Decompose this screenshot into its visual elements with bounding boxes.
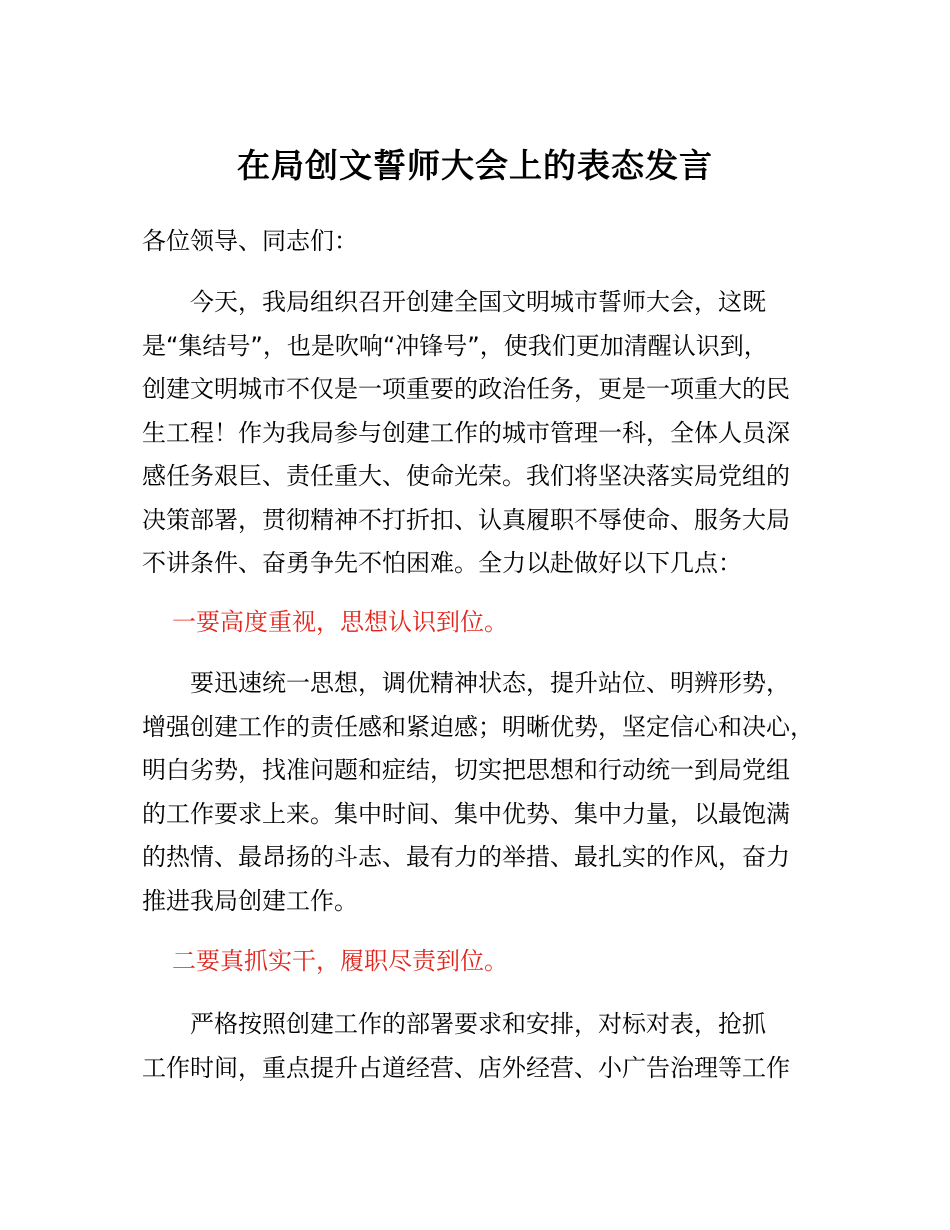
document-title: 在局创文誓师大会上的表态发言 — [237, 146, 713, 185]
section-heading-1: 一要高度重视，思想认识到位。 — [172, 608, 508, 636]
salutation: 各位领导、同志们： — [142, 227, 358, 255]
paragraph-intro: 今天，我局组织召开创建全国文明城市誓师大会，这既 是“集结号”，也是吹响“冲锋号”，使我们更加清醒认识到， 创建文明城市不仅是一项重要的政治任务，更是一项重大的民 生工程！作为我局参与创建工作的城市管理一科，全体人员深 感任务艰巨、责任重大、使命光荣。我们将坚决落实局党组的 决策部署，贯彻精神不打折扣、认真履职不辱使命、服务大局 不讲条件、奋勇争先不怕困难。全力以赴做好以下几点： — [142, 288, 790, 577]
paragraph-section-1: 要迅速统一思想，调优精神状态，提升站位、明辨形势， 增强创建工作的责任感和紧迫感；明晰优势，坚定信心和决心， 明白劣势，找准问题和症结，切实把思想和行动统一到局党组 的工作要求上来。集中时间、集中优势、集中力量，以最饱满 的热情、最昂扬的斗志、最有力的举措、最扎实的作风，奋力 推进我局创建工作。 — [142, 669, 814, 915]
section-heading-2: 二要真抓实干，履职尽责到位。 — [172, 947, 508, 975]
paragraph-section-2: 严格按照创建工作的部署要求和安排，对标对表，抢抓 工作时间，重点提升占道经营、店外经营、小广告治理等工作 — [142, 1010, 790, 1082]
